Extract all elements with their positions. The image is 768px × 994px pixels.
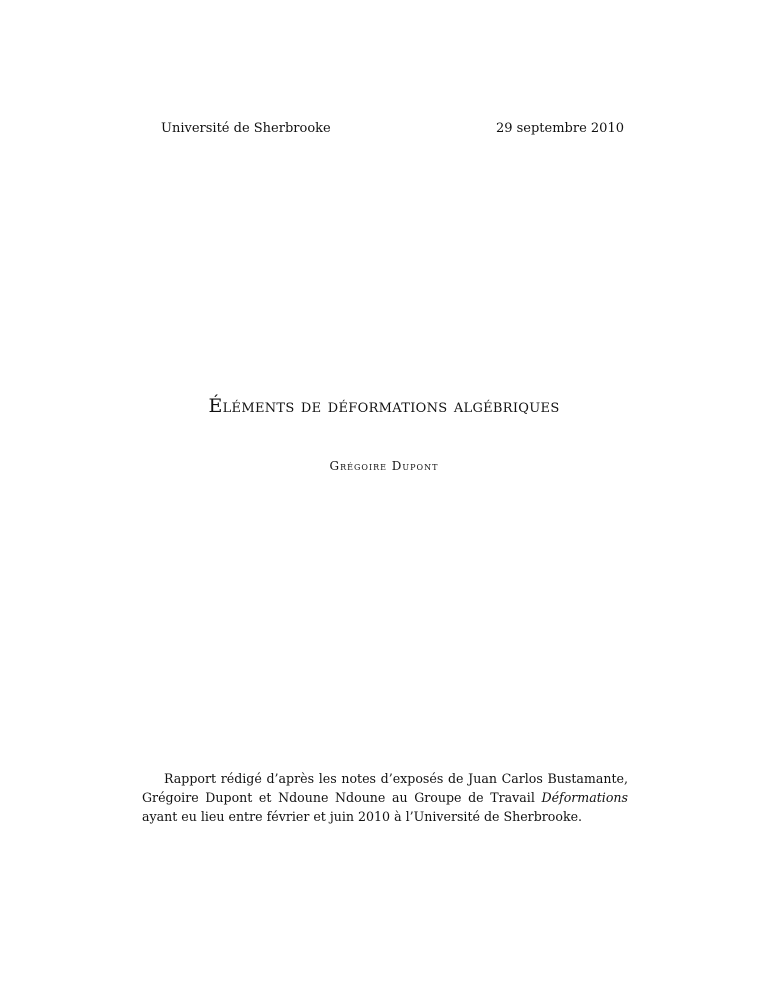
header-date: 29 septembre 2010 bbox=[495, 121, 624, 136]
abstract-emphasis: Déformations bbox=[541, 790, 628, 805]
header-institution: Université de Sherbrooke bbox=[161, 121, 331, 136]
document-title: Éléments de déformations algébriques bbox=[208, 395, 560, 417]
abstract-text-before: Rapport rédigé d’après les notes d’exposés de Juan Carlos Bustamante, Grégoire Dupont et Ndoune Ndoune au Groupe de Travail bbox=[142, 771, 628, 805]
document-author: Grégoire Dupont bbox=[329, 459, 439, 473]
abstract-paragraph bbox=[142, 769, 628, 826]
abstract-text-after: ayant eu lieu entre février et juin 2010 à l’Université de Sherbrooke. bbox=[142, 809, 583, 824]
